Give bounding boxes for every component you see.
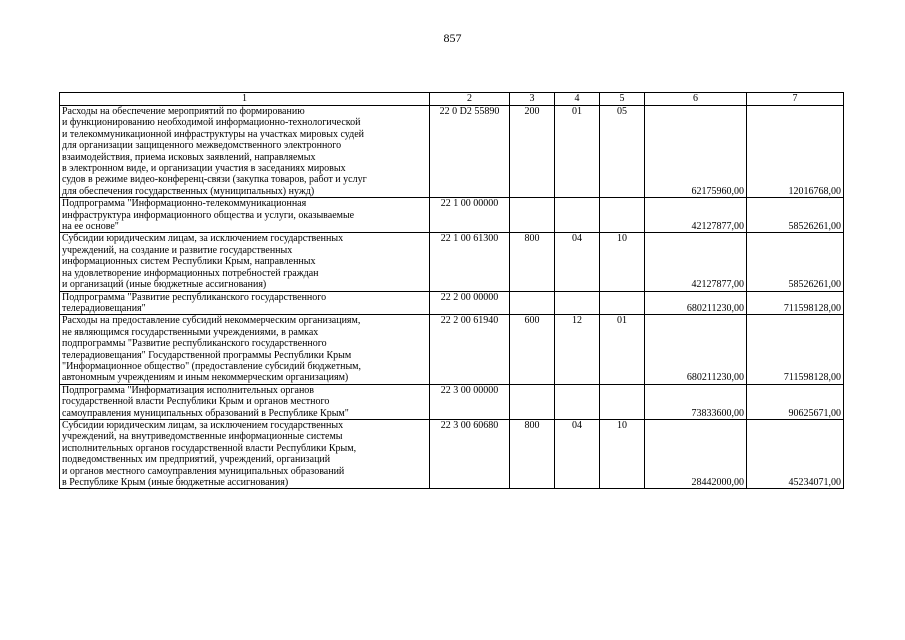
target-code: 22 2 00 00000 xyxy=(430,291,510,315)
amount-col6: 680211230,00 xyxy=(645,291,747,315)
expense-type: 800 xyxy=(510,419,555,488)
amount-col7: 711598128,00 xyxy=(747,291,844,315)
table-row xyxy=(60,384,844,419)
table-row xyxy=(60,291,844,315)
amount-col6: 28442000,00 xyxy=(645,419,747,488)
row-description: Подпрограмма "Развитие республиканского государственного телерадиовещания" xyxy=(60,291,430,315)
section-code xyxy=(555,198,600,233)
subsection-code xyxy=(600,198,645,233)
section-code xyxy=(555,384,600,419)
amount-col6: 73833600,00 xyxy=(645,384,747,419)
subsection-code: 05 xyxy=(600,106,645,198)
subsection-code xyxy=(600,384,645,419)
table-row xyxy=(60,198,844,233)
subsection-code xyxy=(600,291,645,315)
row-description: Субсидии юридическим лицам, за исключением государственных учреждений, на внутриведомственные информационные системы исполнительных органов государственной власти Республики Крым, подведомственных им предприятий, учреждений, организаций и органов местного самоуправления муниципальных образований в Республике Крым (иные бюджетные ассигнования) xyxy=(60,419,430,488)
target-code: 22 3 00 00000 xyxy=(430,384,510,419)
section-code: 12 xyxy=(555,315,600,384)
amount-col7: 711598128,00 xyxy=(747,315,844,384)
target-code: 22 0 D2 55890 xyxy=(430,106,510,198)
row-description: Расходы на обеспечение мероприятий по формированию и функционированию необходимой информационно-технологической и телекоммуникационной инфраструктуры на участках мировых судей для организации защищенного межведомственного электронного взаимодействия, приема исковых заявлений, направляемых в электронном виде, и организации участия в заседаниях мировых судов в режиме видео-конференц-связи (закупка товаров, работ и услуг для обеспечения государственных (муниципальных) нужд) xyxy=(60,106,430,198)
expense-type: 800 xyxy=(510,233,555,291)
table-row xyxy=(60,106,844,198)
target-code: 22 1 00 61300 xyxy=(430,233,510,291)
table-row xyxy=(60,233,844,291)
amount-col7: 45234071,00 xyxy=(747,419,844,488)
table-row xyxy=(60,315,844,384)
amount-col6: 42127877,00 xyxy=(645,233,747,291)
column-header: 6 xyxy=(645,93,747,106)
target-code: 22 3 00 60680 xyxy=(430,419,510,488)
amount-col7: 58526261,00 xyxy=(747,233,844,291)
row-description: Расходы на предоставление субсидий некоммерческим организациям, не являющимся государственными учреждениями, в рамках подпрограммы "Развитие республиканского государственного телерадиовещания" Государственной программы Республики Крым "Информационное общество" (предоставление субсидий бюджетным, автономным учреждениям и иным некоммерческим организациям) xyxy=(60,315,430,384)
amount-col7: 12016768,00 xyxy=(747,106,844,198)
subsection-code: 01 xyxy=(600,315,645,384)
subsection-code: 10 xyxy=(600,233,645,291)
amount-col6: 42127877,00 xyxy=(645,198,747,233)
row-description: Подпрограмма "Информатизация исполнительных органов государственной власти Республики Крым и органов местного самоуправления муниципальных образований в Республике Крым" xyxy=(60,384,430,419)
amount-col6: 680211230,00 xyxy=(645,315,747,384)
expense-type: 200 xyxy=(510,106,555,198)
expense-type xyxy=(510,291,555,315)
target-code: 22 2 00 61940 xyxy=(430,315,510,384)
subsection-code: 10 xyxy=(600,419,645,488)
page-number: 857 xyxy=(443,31,462,45)
section-code: 01 xyxy=(555,106,600,198)
row-description: Субсидии юридическим лицам, за исключением государственных учреждений, на создание и развитие государственных информационных систем Республики Крым, направленных на удовлетворение информационных потребностей граждан и организаций (иные бюджетные ассигнования) xyxy=(60,233,430,291)
expense-type xyxy=(510,384,555,419)
expense-type: 600 xyxy=(510,315,555,384)
amount-col7: 90625671,00 xyxy=(747,384,844,419)
column-header: 3 xyxy=(510,93,555,106)
column-header: 7 xyxy=(747,93,844,106)
amount-col7: 58526261,00 xyxy=(747,198,844,233)
column-header: 5 xyxy=(600,93,645,106)
column-header: 1 xyxy=(60,93,430,106)
column-header: 4 xyxy=(555,93,600,106)
target-code: 22 1 00 00000 xyxy=(430,198,510,233)
section-code: 04 xyxy=(555,419,600,488)
expense-type xyxy=(510,198,555,233)
table-row xyxy=(60,419,844,488)
row-description: Подпрограмма "Информационно-телекоммуникационная инфраструктура информационного общества и услуги, оказываемые на ее основе" xyxy=(60,198,430,233)
amount-col6: 62175960,00 xyxy=(645,106,747,198)
section-code xyxy=(555,291,600,315)
section-code: 04 xyxy=(555,233,600,291)
table-header-row xyxy=(60,93,844,106)
column-header: 2 xyxy=(430,93,510,106)
budget-table xyxy=(59,92,844,489)
